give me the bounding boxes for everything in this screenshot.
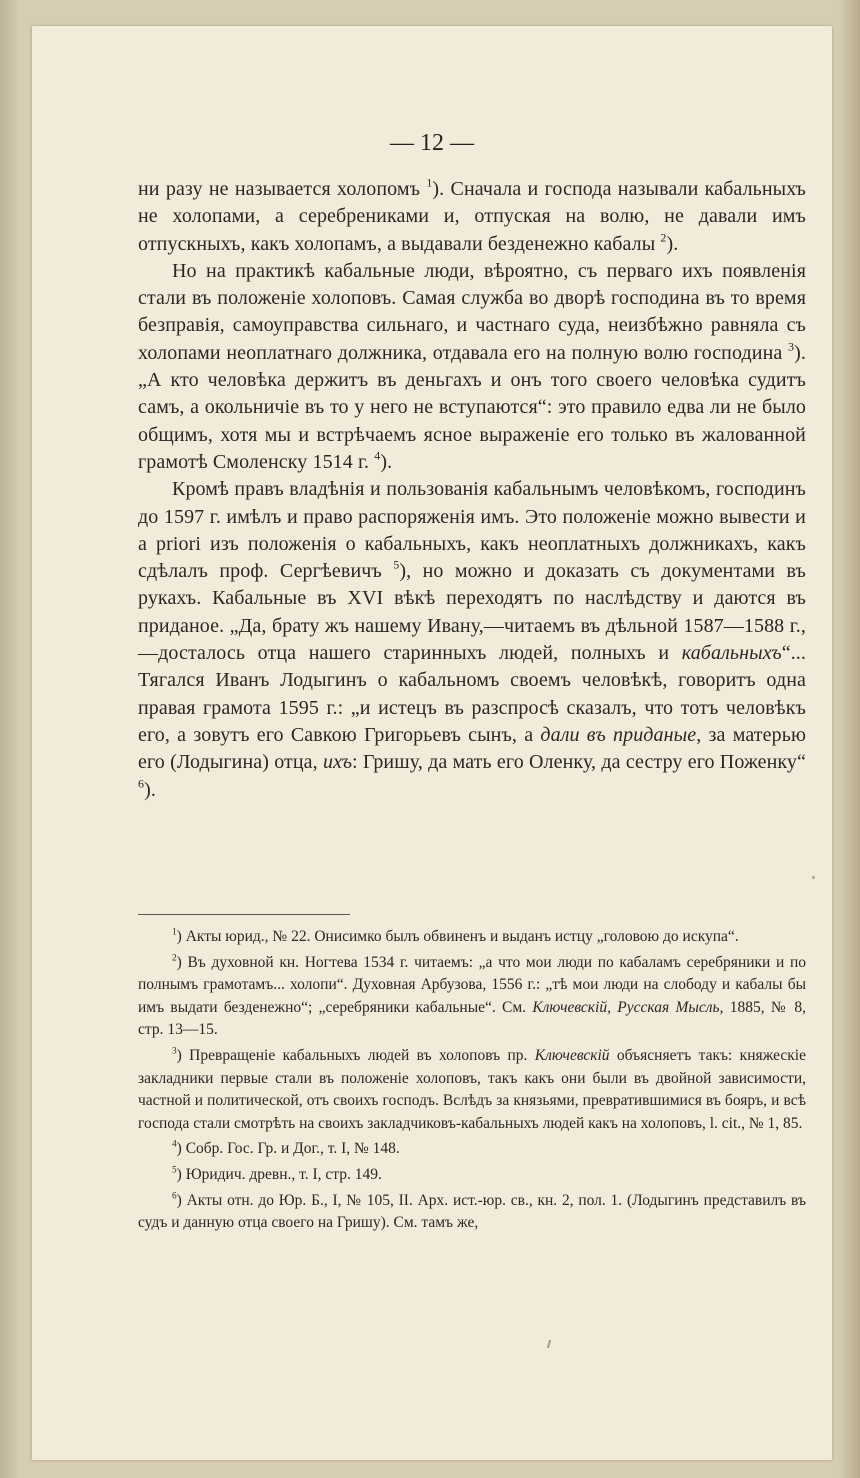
text-run: Кромѣ правъ владѣнія и пользованія кабальнымъ человѣкомъ, господинъ до 1597 г. имѣлъ и право распоряженія имъ. Это положеніе можно вывести и a priori изъ положенія о кабальныхъ, какъ неоплатныхъ должникахъ, какъ сдѣлалъ проф. Сергѣевичъ [138,478,806,583]
footnote-ref: 2 [172,953,177,964]
footnote [138,1138,806,1161]
paper-speck [812,876,815,879]
footnote-ref: 4 [374,448,381,463]
paragraph [138,258,806,476]
text-run: ни разу не называется холопомъ [138,178,427,200]
text-run: ) Превращеніе кабальныхъ людей въ холоповъ пр. [176,1046,535,1064]
italic-text: Ключевскій, Русская Мысль [532,998,720,1016]
footnotes [138,926,806,1238]
text-run: ) Акты юрид., № 22. Онисимко былъ обвиненъ и выданъ истцу „головою до искупа“. [176,928,739,945]
text-run: ) Акты отн. до Юр. Б., I, № 105, II. Арх. ист.-юр. св., кн. 2, пол. 1. (Лодыгинъ представилъ въ судъ и данную отца своего на Гришу). См. тамъ же, [138,1191,806,1232]
footnote-ref: 5 [172,1165,177,1176]
footnote-ref: 6 [172,1191,177,1202]
text-run: ). [144,778,156,801]
text-run: ). [666,232,679,255]
italic-text: ихъ [322,751,353,774]
footnote-ref: 4 [172,1139,177,1150]
text-run: : Гришу, да мать его Оленку, да сестру его Поженку“ [352,751,806,774]
footnote-ref: 3 [172,1046,177,1057]
footnote [138,1190,806,1235]
italic-text: дали въ приданые [540,723,697,746]
text-run: ). „А кто человѣка держитъ въ деньгахъ и онъ того своего человѣка судитъ самъ, а окольничіе въ то у него не вступаются“: это правило едва ли не было общимъ, хотя мы и встрѣчаемъ ясное выраженіе его только въ жалованной грамотѣ Смоленску 1514 г. [138,341,806,473]
text-run: , 1885, № 8, стр. 13—15. [138,998,806,1039]
text-run: Но на практикѣ кабальные люди, вѣроятно, съ перваго ихъ появленія стали въ положеніе холоповъ. Самая служба во дворѣ господина въ то время безправія, самоуправства сильнаго, и частнаго суда, неизбѣжно равняла съ холопами неоплатнаго должника, отдавала его на полную волю господина [138,259,806,364]
footnote [138,926,806,949]
paragraph [138,176,806,258]
footnote-ref: 5 [393,557,400,572]
italic-text: кабальныхъ [681,642,782,665]
footnote-ref: 6 [138,776,145,791]
footnote-ref: 1 [172,927,177,938]
text-run: ) Собр. Гос. Гр. и Дог., т. I, № 148. [176,1140,400,1158]
footnote [138,1164,806,1187]
text-run: ). Сначала и господа называли кабальныхъ не холопами, а серебрениками и, отпуская на волю, не давали имъ отпускныхъ, какъ холопамъ, а выдавали безденежно кабалы [138,178,806,255]
footnote-ref: 3 [788,339,795,354]
footnote-ref: 2 [660,230,667,245]
text-run: ) Въ духовной кн. Ногтева 1534 г. читаемъ: „а что мои люди по кабаламъ серебряники и по полнымъ грамотамъ... холопи“. Духовная Арбузова, 1556 г.: „тѣ мои люди на слободу и кабалы бы имъ выдати безденежно“; „серебряники кабальные“. См. [138,953,806,1016]
footnote [138,1045,806,1135]
text-run: “... Тягался Иванъ Лодыгинъ о кабальномъ своемъ человѣкѣ, говоритъ одна правая грамота 1595 г.: „и истецъ въ разспросѣ сказалъ, что тотъ человѣкъ его, а зовутъ его Савкою Григорьевъ сынъ, а [138,642,806,746]
text-run: ) Юридич. древн., т. I, стр. 149. [176,1165,382,1183]
footnote-separator [138,914,350,915]
text-run: ). [380,450,393,473]
text-run: ), но можно и доказать съ документами въ рукахъ. Кабальные въ XVI вѣкѣ переходятъ по наслѣдству и даются въ приданое. „Да, брату жъ нашему Ивану,—читаемъ въ дѣльной 1587—1588 г.,—досталось отца нашего старинныхъ людей, полныхъ и [138,560,806,665]
main-text [138,176,806,804]
italic-text: Ключевскій [534,1046,610,1064]
paragraph [138,476,806,804]
text-run: , за матерью его (Лодыгина) отца, [138,723,806,774]
footnote [138,952,806,1042]
footnote-ref: 1 [426,175,433,190]
text-run: объясняетъ такъ: княжескіе закладники первые стали въ положеніе холоповъ, такъ какъ они были въ двойной зависимости, частной и политической, отъ своихъ господъ. Вслѣдъ за князьями, превратившимися въ бояръ, и всѣ господа стали смотрѣть на своихъ закладчиковъ-кабальныхъ людей какъ на холоповъ, l. cit., № 1, 85. [138,1046,806,1132]
